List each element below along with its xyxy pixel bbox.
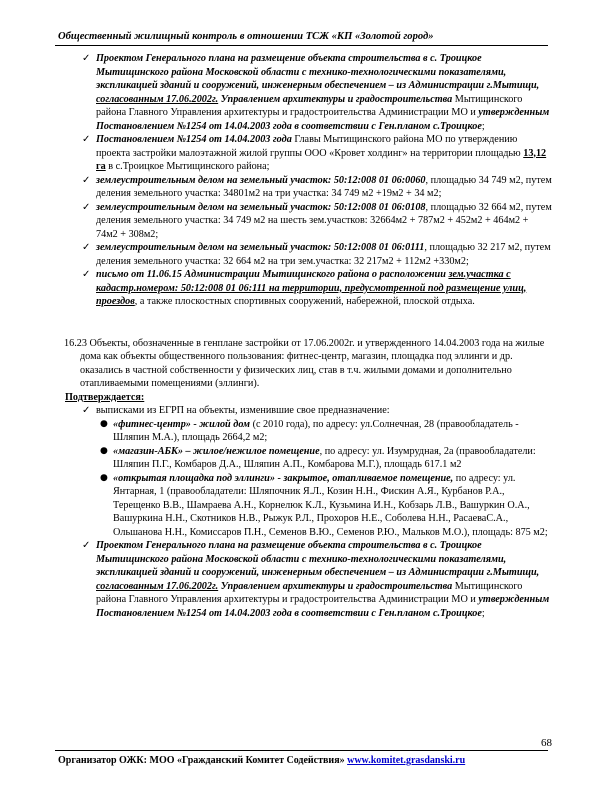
list-item: ✓ землеустроительным делом на земельный участок: 50:12:008 01 06:0060, площадью 34 749 м2, путем деления земельного участка: 34801м2 на три участка: 34 749 м2 +19м2 + 34 м2; — [82, 174, 552, 199]
page-number: 68 — [541, 737, 552, 749]
check-icon: ✓ — [82, 53, 91, 64]
page-footer — [58, 755, 465, 766]
check-icon: ✓ — [82, 201, 91, 213]
list-item: ✓ землеустроительным делом на земельный участок: 50:12:008 01 06:0111, площадью 32 217 м2, путем деления земельного участка: 32 664 м2 на три зем.участка: 32 217м2 + 112м2 +330м2; — [82, 242, 551, 267]
page-header: Общественный жилищный контроль в отношении ТСЖ «КП «Золотой город» — [58, 31, 434, 42]
check-icon: ✓ — [82, 174, 91, 186]
header-rule — [55, 45, 548, 46]
check-icon: ✓ — [82, 405, 91, 416]
list-item: ✓ землеустроительным делом на земельный участок: 50:12:008 01 06:0108, площадью 32 664 м2, путем деления земельного участка: 34 749 м2 на шесть зем.участков: 32664м2 + 787м2 + 452м2 + 464м2 + 74м2 + 308м2; — [82, 201, 552, 240]
list-item: ✓ Проектом Генерального плана на размещение объекта строительства в с. Троицкое Мытищинского района Московской области с технико-технологическими показателями, экспликацией зданий и сооружений, инженерным обеспечением – из Администрации г.Мытищи, согласованным 17.06.2002г. Управлением архитектуры и градостроительства Мытищинского района Главного Управления архитектуры и градостроительства Администрации МО и утвержденным Постановлением №1254 от 14.04.2003 года в соответствии с Ген.планом с.Троицкое; — [82, 53, 550, 132]
bullet-icon: ● — [100, 472, 108, 483]
top-checklist — [0, 52, 612, 309]
section-number: 16.23 — [64, 337, 87, 349]
footer-rule — [55, 750, 548, 751]
bottom-checklist — [0, 539, 612, 620]
check-icon: ✓ — [82, 242, 91, 253]
confirm-label: Подтверждается: — [65, 391, 145, 403]
check-icon: ✓ — [82, 269, 91, 280]
section-text: Объекты, обозначенные в генплане застройки от 17.06.2002г. и утвержденного 14.04.2003 года на жилые дома как объекты общественного пользования: фитнес-центр, магазин, площадка под эллинги и др. оказались в частной собственности у физических лиц, став в т.ч. жилыми домами и дополнительно отапливаемыми помещениями (эллинги). — [80, 337, 545, 389]
bullet-icon: ● — [100, 418, 108, 429]
list-item: ✓ Проектом Генерального плана на размещение объекта строительства в с. Троицкое Мытищинского района Московской области с технико-технологическими показателями, экспликацией зданий и сооружений, инженерным обеспечением – из Администрации г.Мытищи, согласованным 17.06.2002г. Управлением архитектуры и градостроительства Мытищинского района Главного Управления архитектуры и градостроительства Администрации МО и утвержденным Постановлением №1254 от 14.04.2003 года в соответствии с Ген.планом с.Троицкое; — [82, 540, 550, 619]
egrp-objects-list — [0, 418, 612, 540]
list-item: ✓ выписками из ЕГРП на объекты, изменившие свое предназначение: — [82, 405, 390, 416]
list-item: ● «открытая площадка под эллинги» - закрытое, отапливаемое помещение, по адресу: ул. Янтарная, 1 (правообладатели: Шляпочник Я.Л., Козин Н.Н., Фискин А.Я., Курбанов Р.А., Терещенко В.В., Шамраева А.Н., Корнелюк К.Л., Кузьмина И.Н., Кобзарь Л.В., Вашуркин О.А., Вашуркина Н.Н., Скотников Н.В., Рыжук Р.Л., Прохоров Н.Е., Соболева Н.Н., РасаеваС.А., Ольшанова Н.Н., Комиссаров П.Н., Семенов В.Ю., Семенов Р.Ю., Мальков М.О.), площадь: 875 м2; — [100, 472, 548, 538]
check-icon: ✓ — [82, 540, 91, 551]
footer-link[interactable]: www.komitet.grasdanski.ru — [347, 755, 466, 766]
list-item: ● «магазин-АБК» – жилое/нежилое помещение, по адресу: ул. Изумрудная, 2а (правообладатели: Шляпин П.Г., Комбаров Д.А., Шляпин А.П., Комбарова М.Г.), площадь 617.1 м2 — [100, 445, 536, 470]
check-icon: ✓ — [82, 134, 91, 145]
footer-text: Организатор ОЖК: МОО «Гражданский Комитет Содействия» — [58, 755, 348, 766]
egrp-checklist — [0, 404, 612, 418]
section-16-23 — [0, 337, 612, 391]
list-item: ● «фитнес-центр» - жилой дом (с 2010 года), по адресу: ул.Солнечная, 28 (правообладатель - Шляпин М.А.), площадь 2664,2 м2; — [100, 418, 519, 443]
list-item: ✓ письмо от 11.06.15 Администрации Мытищинского района о расположении зем.участка с кадастр.номером: 50:12:008 01 06:111 на территории, предусмотренной под размещение улиц, проездов, а также плоскостных спортивных сооружений, набережной, плоской отдыха. — [82, 269, 527, 307]
document-body — [0, 52, 612, 620]
list-item: ✓ Постановлением №1254 от 14.04.2003 года Главы Мытищинского района МО по утверждению проекта застройки малоэтажной жилой группы ООО «Кровет холдинг» на территории площадью 13,12 га в с.Троицкое Мытищинского района; — [82, 134, 547, 172]
bullet-icon: ● — [100, 445, 108, 456]
